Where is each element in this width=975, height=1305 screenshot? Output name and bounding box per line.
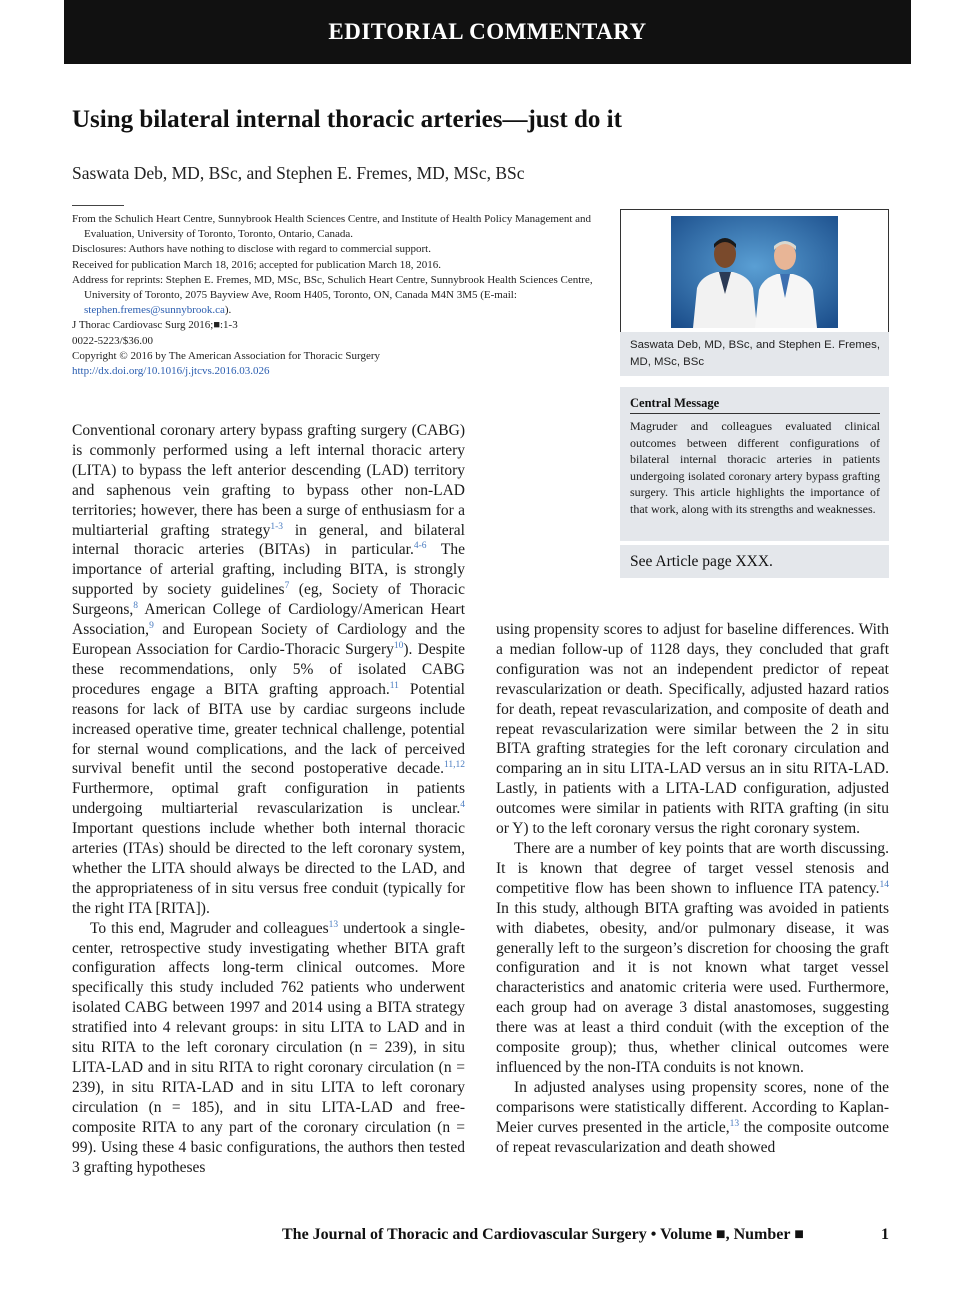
reference-link[interactable]: 11,12 xyxy=(443,760,465,771)
reference-link[interactable]: 13 xyxy=(729,1118,740,1129)
author-photo xyxy=(620,209,889,333)
central-message-box xyxy=(620,387,889,541)
body-text: in general, and bilateral internal thoracic arteries (BITAs) in particular. xyxy=(72,521,465,559)
body-text: There are a number of key points that are worth discussing. It is known that degree of target vessel stenosis and competitive flow has been shown to influence ITA patency. xyxy=(496,839,889,897)
body-text: using propensity scores to adjust for baseline differences. With a median follow-up of 1128 days, they concluded that graft configuration was not an independent predictor of repeat revascularization or death. Specifically, adjusted hazard ratios for death, repeat revascularization, and composite of death and repeat revascularization were similar between the 2 in situ BITA grafting strategies for the left coronary circulation and comparing an in situ LITA-LAD versus an in situ RITA-LAD. Lastly, in patients with a LITA-LAD configuration, adjusted outcomes were similar in patients with RITA grafting (in situ or Y) to the left coronary versus the right coronary system. xyxy=(496,621,889,838)
footnote-affiliation: From the Schulich Heart Centre, Sunnybrook Health Sciences Centre, and Institute of Health Policy Management and Evaluation, University of Toronto, Toronto, Ontario, Canada. xyxy=(72,213,592,241)
photo-caption: Saswata Deb, MD, BSc, and Stephen E. Fremes, MD, MSc, BSc xyxy=(630,339,880,368)
footnote-disclosures: Disclosures: Authors have nothing to disclose with regard to commercial support. xyxy=(72,243,431,256)
see-article-box xyxy=(620,545,889,578)
section-banner xyxy=(64,0,911,64)
doi-link[interactable]: http://dx.doi.org/10.1016/j.jtcvs.2016.03.026 xyxy=(72,365,270,378)
author-photo-image xyxy=(621,210,888,332)
reference-link[interactable]: 7 xyxy=(284,581,290,592)
reference-link[interactable]: 1-3 xyxy=(270,521,284,532)
footnote-address-close: ). xyxy=(224,304,232,317)
body-text: Potential reasons for lack of BITA use by cardiac surgeons include increased operative time, greater technical challenge, potential for sternal wound complications, and the lack of perceived survival benefit until the second postoperative decade. xyxy=(72,680,465,778)
footnote-copyright: Copyright © 2016 by The American Association for Thoracic Surgery xyxy=(72,349,381,362)
body-text: undertook a single-center, retrospective study investigating whether BITA graft configuration affects long-term clinical outcomes. More specifically this study included 762 patients who underwent isolated CABG between 1997 and 2014 using a BITA strategy stratified into 4 relevant groups: in situ LITA to LAD and in situ RITA to the left coronary circulation (n = 239), in situ LITA-LAD and in situ RITA to right coronary circulation (n = 239), in situ RITA-LAD and in situ LITA to left coronary circulation (n = 185), and in situ LITA-LAD and free-composite RITA to any part of the coronary circulation (n = 99). Using these 4 basic configurations, the authors then tested 3 grafting hypotheses xyxy=(72,919,465,1176)
body-text: ). Despite these recommendations, only 5% of isolated CABG procedures engage a BITA grafting approach. xyxy=(72,640,465,698)
reference-link[interactable]: 10 xyxy=(393,640,404,651)
body-text: Important questions include whether both internal thoracic arteries (ITAs) should be directed to the left coronary system, whether the LITA should always be directed to the LAD, and the appropriateness of in situ versus free conduit (typically for the right ITA [RITA]). xyxy=(72,820,465,917)
body-paragraph xyxy=(496,839,889,1078)
central-message-text: Magruder and colleagues evaluated clinical outcomes between different configurations of bilateral internal thoracic arteries in patients undergoing isolated coronary artery bypass grafting surgery. This article highlights the importance of that work, along with its strengths and weaknesses. xyxy=(630,419,880,516)
body-column-right xyxy=(496,620,889,1157)
central-message-title: Central Message xyxy=(630,396,880,414)
body-text: American College of Cardiology/American Heart Association, xyxy=(72,601,465,639)
body-text: (eg, Society of Thoracic Surgeons, xyxy=(72,581,465,619)
footnotes xyxy=(72,212,596,379)
page-footer xyxy=(282,1226,889,1244)
body-text: The importance of arterial grafting, including BITA, is strongly supported by society guidelines xyxy=(72,541,465,599)
body-text: In adjusted analyses using propensity scores, none of the comparisons were statistically different. According to Kaplan-Meier curves presented in the article, xyxy=(496,1078,889,1136)
see-article-link[interactable]: See Article page XXX. xyxy=(630,553,773,570)
body-column-left xyxy=(72,421,465,1177)
page-number: 1 xyxy=(881,1226,889,1243)
body-text: Conventional coronary artery bypass grafting surgery (CABG) is commonly performed using a left internal thoracic artery (LITA) to bypass the left anterior descending (LAD) territory and saphenous vein grafting to bypass other non-LAD territories; however, there has been a surge of enthusiasm for a multiarterial grafting strategy xyxy=(72,422,465,539)
reference-link[interactable]: 13 xyxy=(328,919,339,930)
footnote-citation: J Thorac Cardiovasc Surg 2016;■:1-3 xyxy=(72,319,238,332)
reference-link[interactable]: 4 xyxy=(460,800,465,811)
journal-footer: The Journal of Thoracic and Cardiovascular Surgery • Volume ■, Number ■ xyxy=(282,1226,804,1243)
footnote-rule xyxy=(72,205,124,206)
photo-caption-box xyxy=(620,332,889,376)
body-text: and European Society of Cardiology and the European Association for Cardio-Thoracic Surgery xyxy=(72,621,465,658)
footnote-address-text: Address for reprints: Stephen E. Fremes, MD, MSc, BSc, Schulich Heart Centre, Sunnybrook Health Sciences Centre, University of Toronto, 2075 Bayview Ave, Room H405, Toronto, ON, Canada M4N 3M5 (E-mail: xyxy=(72,273,593,302)
article-title: Using bilateral internal thoracic arteries—just do it xyxy=(72,106,622,133)
reference-link[interactable]: 11 xyxy=(389,680,399,691)
section-banner-label: EDITORIAL COMMENTARY xyxy=(328,19,647,44)
body-text: Furthermore, optimal graft configuration in patients undergoing multiarterial revascularization is unclear. xyxy=(72,780,465,818)
footnote-received: Received for publication March 18, 2016; accepted for publication March 18, 2016. xyxy=(72,258,441,271)
footnote-issn: 0022-5223/$36.00 xyxy=(72,334,153,347)
reference-link[interactable]: 4-6 xyxy=(413,541,427,552)
body-text: the composite outcome of repeat revascularization and death showed xyxy=(496,1118,889,1156)
body-paragraph xyxy=(72,919,465,1178)
article-authors: Saswata Deb, MD, BSc, and Stephen E. Fremes, MD, MSc, BSc xyxy=(72,163,525,183)
footnote-address xyxy=(72,273,596,319)
email-link[interactable]: stephen.fremes@sunnybrook.ca xyxy=(84,304,225,317)
reference-link[interactable]: 9 xyxy=(149,621,154,632)
body-paragraph xyxy=(72,421,465,919)
body-text: To this end, Magruder and colleagues xyxy=(90,919,329,937)
body-text: In this study, although BITA grafting was avoided in patients with diabetes, obesity, and/or pulmonary disease, it was generally left to the surgeon’s discretion for choosing the graft configuration and it is not known what target vessel characteristics and anatomic criteria were used. Furthermore, each group had on average 3 distal anastomoses, suggesting there was at least a third conduit (with the exception of the composite group); thus, whether clinical outcomes were influenced by the non-ITA conduits is not known. xyxy=(496,899,889,1076)
reference-link[interactable]: 8 xyxy=(133,601,139,612)
reference-link[interactable]: 14 xyxy=(879,879,889,890)
body-paragraph xyxy=(496,620,889,839)
body-paragraph xyxy=(496,1078,889,1158)
